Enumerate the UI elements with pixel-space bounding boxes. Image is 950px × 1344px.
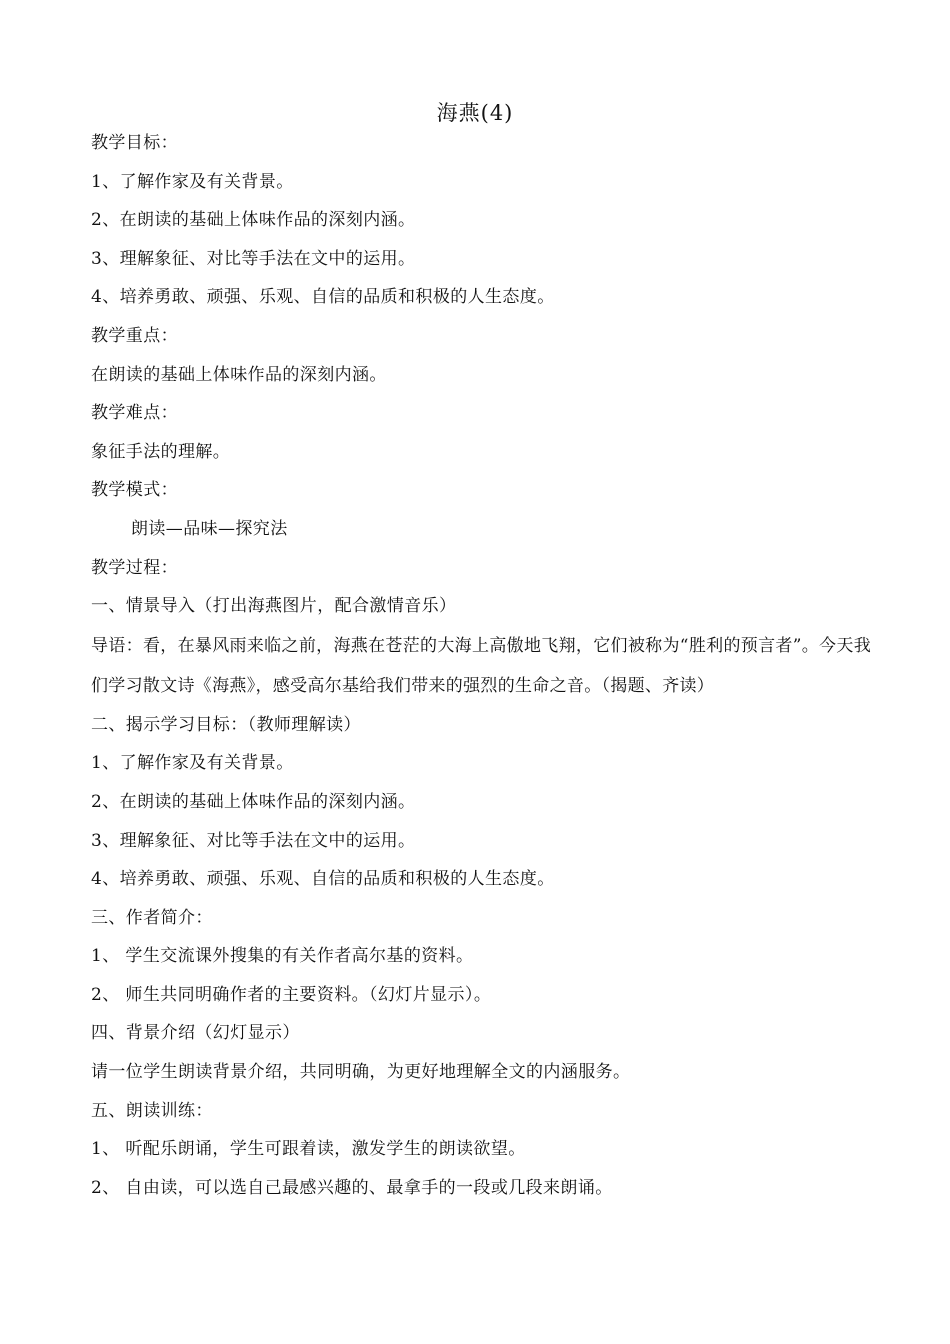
section-2-item-1: 1、了解作家及有关背景。 bbox=[91, 753, 294, 774]
goal-item-1: 1、了解作家及有关背景。 bbox=[91, 171, 294, 192]
heading-teaching-mode: 教学模式： bbox=[91, 480, 178, 501]
difficulty-text: 象征手法的理解。 bbox=[91, 441, 231, 462]
goal-item-2: 2、在朗读的基础上体味作品的深刻内涵。 bbox=[91, 210, 416, 231]
goal-item-4: 4、培养勇敢、顽强、乐观、自信的品质和积极的人生态度。 bbox=[91, 287, 555, 308]
intro-paragraph: 导语：看，在暴风雨来临之前，海燕在苍茫的大海上高傲地飞翔，它们被称为“胜利的预言者”。今天我们学习散文诗《海燕》，感受高尔基给我们带来的强烈的生命之音。（揭题、齐读） bbox=[91, 635, 871, 696]
document-title: 海燕(4) bbox=[436, 101, 514, 125]
section-5-item-2: 2、 自由读，可以选自己最感兴趣的、最拿手的一段或几段来朗诵。 bbox=[91, 1177, 613, 1198]
section-4-heading: 四、背景介绍（幻灯显示） bbox=[91, 1023, 300, 1044]
key-point-text: 在朗读的基础上体味作品的深刻内涵。 bbox=[91, 364, 387, 385]
goal-item-3: 3、理解象征、对比等手法在文中的运用。 bbox=[91, 248, 416, 269]
document-body bbox=[91, 124, 871, 1207]
section-3-heading: 三、作者简介： bbox=[91, 907, 213, 928]
section-2-item-3: 3、理解象征、对比等手法在文中的运用。 bbox=[91, 830, 416, 851]
teaching-mode-text: 朗读—品味—探究法 bbox=[131, 518, 288, 539]
section-5-heading: 五、朗读训练： bbox=[91, 1100, 213, 1121]
section-2-item-2: 2、在朗读的基础上体味作品的深刻内涵。 bbox=[91, 791, 416, 812]
heading-teaching-process: 教学过程： bbox=[91, 557, 178, 578]
section-5-item-1: 1、 听配乐朗诵，学生可跟着读，激发学生的朗读欲望。 bbox=[91, 1139, 526, 1160]
section-1-heading: 一、情景导入（打出海燕图片，配合激情音乐） bbox=[91, 596, 457, 617]
heading-teaching-goals: 教学目标： bbox=[91, 133, 178, 153]
section-3-item-1: 1、 学生交流课外搜集的有关作者高尔基的资料。 bbox=[91, 946, 474, 967]
heading-difficulties: 教学难点： bbox=[91, 403, 178, 424]
heading-key-points: 教学重点： bbox=[91, 325, 178, 346]
section-3-item-2: 2、 师生共同明确作者的主要资料。（幻灯片显示）。 bbox=[91, 984, 492, 1005]
section-2-item-4: 4、培养勇敢、顽强、乐观、自信的品质和积极的人生态度。 bbox=[91, 869, 555, 890]
section-2-heading: 二、揭示学习目标：（教师理解读） bbox=[91, 714, 361, 735]
section-4-text: 请一位学生朗读背景介绍，共同明确，为更好地理解全文的内涵服务。 bbox=[91, 1062, 631, 1083]
